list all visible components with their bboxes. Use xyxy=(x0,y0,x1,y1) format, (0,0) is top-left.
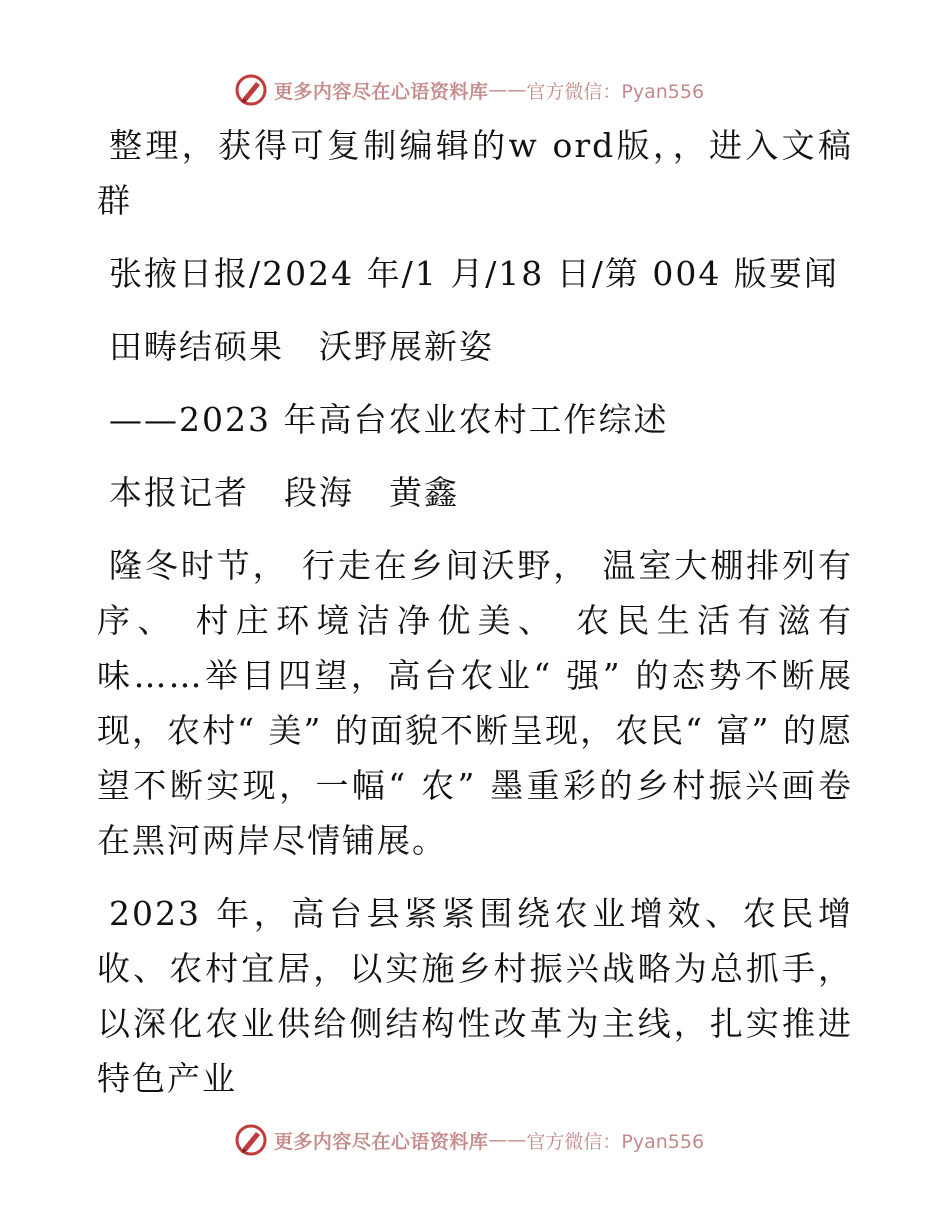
banner-wechat-text: 官方微信：Pyan556 xyxy=(526,1130,705,1153)
document-body xyxy=(97,118,853,1106)
source-line: 张掖日报/2024 年/1 月/18 日/第 004 版要闻 xyxy=(109,254,839,293)
banner-wechat-text: 官方微信：Pyan556 xyxy=(526,80,705,103)
banner-separator: —— xyxy=(488,1129,527,1151)
byline: 本报记者 段海 黄鑫 xyxy=(109,473,459,512)
banner-main-text: 更多内容尽在心语资料库 xyxy=(273,1130,489,1153)
article-subtitle: ——2023 年高台农业农村工作综述 xyxy=(109,400,669,439)
footer-banner xyxy=(0,1120,950,1160)
banner-main-text: 更多内容尽在心语资料库 xyxy=(273,80,489,103)
intro-note: 整理，获得可复制编辑的w ord版，，进入文稿群 xyxy=(97,126,853,220)
pen-logo-icon xyxy=(234,1123,268,1157)
banner-separator: —— xyxy=(488,79,527,101)
article-title: 田畴结硕果 沃野展新姿 xyxy=(109,327,494,366)
pen-logo-icon xyxy=(234,73,268,107)
header-banner xyxy=(0,70,950,110)
body-paragraph: 隆冬时节， 行走在乡间沃野， 温室大棚排列有序、 村庄环境洁净优美、 农民生活有滋有味……举目四望，高台农业“ 强” 的态势不断展现，农村“ 美” 的面貌不断呈现，农民“ 富” 的愿望不断实现，一幅“ 农” 墨重彩的乡村振兴画卷在黑河两岸尽情铺展。 xyxy=(97,546,853,860)
body-paragraph: 2023 年，高台县紧紧围绕农业增效、农民增收、农村宜居，以实施乡村振兴战略为总抓手，以深化农业供给侧结构性改革为主线，扎实推进特色产业 xyxy=(97,894,853,1098)
